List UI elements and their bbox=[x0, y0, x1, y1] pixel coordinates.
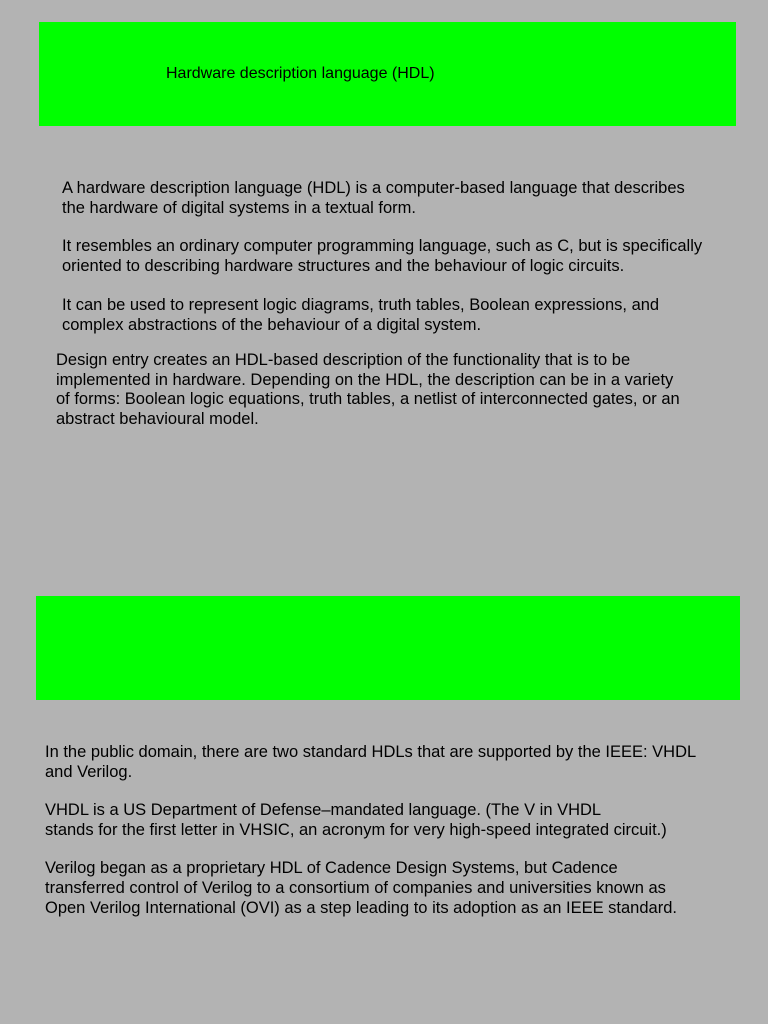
text-line: Verilog began as a proprietary HDL of Cadence Design Systems, but Cadence bbox=[45, 859, 618, 877]
paragraph-vhdl bbox=[45, 800, 667, 840]
text-line: It resembles an ordinary computer programming language, such as C, but is specifically bbox=[62, 237, 703, 255]
text-line: implemented in hardware. Depending on the HDL, the description can be in a variety bbox=[56, 370, 674, 389]
paragraph-verilog bbox=[45, 858, 677, 918]
paragraph-hdl-uses bbox=[62, 295, 659, 335]
text-line: transferred control of Verilog to a consortium of companies and universities known as bbox=[45, 879, 666, 897]
paragraph-hdl-resemblance bbox=[62, 236, 702, 276]
slide-title: Hardware description language (HDL) bbox=[166, 65, 435, 82]
text-line: stands for the first letter in VHSIC, an acronym for very high-speed integrated circuit.) bbox=[45, 821, 667, 839]
text-line: VHDL is a US Department of Defense–mandated language. (The V in VHDL bbox=[45, 801, 602, 819]
section-banner bbox=[36, 596, 740, 700]
paragraph-hdl-definition bbox=[62, 178, 685, 218]
text-line: In the public domain, there are two standard HDLs that are supported by the IEEE: VHDL bbox=[45, 743, 697, 761]
paragraph-standard-hdls bbox=[45, 742, 696, 782]
text-line: A hardware description language (HDL) is a computer-based language that describes bbox=[62, 179, 685, 197]
title-banner bbox=[39, 22, 736, 126]
text-line: the hardware of digital systems in a textual form. bbox=[62, 199, 416, 217]
text-line: abstract behavioural model. bbox=[56, 410, 259, 429]
text-line: of forms: Boolean logic equations, truth tables, a netlist of interconnected gates, or an bbox=[56, 390, 680, 409]
text-line: Open Verilog International (OVI) as a step leading to its adoption as an IEEE standard. bbox=[45, 899, 677, 917]
text-line: It can be used to represent logic diagrams, truth tables, Boolean expressions, and bbox=[62, 296, 660, 314]
paragraph-design-entry bbox=[56, 351, 680, 430]
text-line: Design entry creates an HDL-based description of the functionality that is to be bbox=[56, 351, 631, 369]
text-line: complex abstractions of the behaviour of a digital system. bbox=[62, 316, 482, 334]
text-line: and Verilog. bbox=[45, 763, 133, 781]
text-line: oriented to describing hardware structures and the behaviour of logic circuits. bbox=[62, 257, 625, 275]
